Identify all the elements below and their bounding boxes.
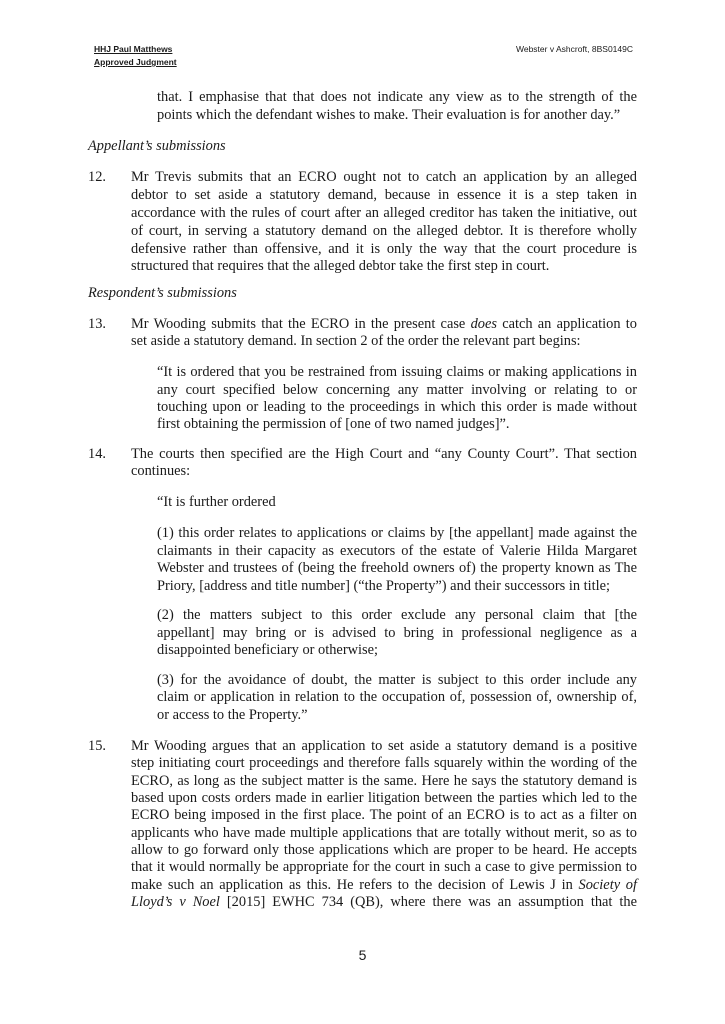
item3-line-1: (3) for the avoidance of doubt, the matter is subject to this order include any <box>157 672 637 688</box>
para15-line-2: step initiating court proceedings and therefore falls squarely within the wording of the <box>131 755 637 771</box>
item3-line-2: claim or application in relation to the occupation of, possession of, ownership of, <box>157 689 637 705</box>
item2-line-1: (2) the matters subject to this order exclude any personal claim that [the <box>157 607 637 623</box>
header-left <box>94 43 177 69</box>
para12-line-1: Mr Trevis submits that an ECRO ought not to catch an application by an alleged <box>131 169 637 185</box>
para15-line-6: applicants who have made multiple applications that are totally without merit, so as to <box>131 825 637 841</box>
para15-line-8: that it would normally be appropriate for the court in such a case to give permission to <box>131 859 637 875</box>
further-quote-opening: “It is further ordered <box>157 494 276 510</box>
case-reference: Webster v Ashcroft, 8BS0149C <box>515 44 633 54</box>
para13-line-1-end: catch an application to <box>496 316 637 332</box>
item2-line-2: appellant] may bring or is advised to bring in professional negligence as a <box>157 625 637 641</box>
item2-line-3: disappointed beneficiary or otherwise; <box>157 642 378 658</box>
para15-line-7: allow to go forward only those applications which are proper to be heard. He accepts <box>131 842 637 858</box>
para15-line-10-text: [2015] EWHC 734 (QB), where there was an assumption that the <box>219 894 637 910</box>
item1-line-2: claimants in their capacity as executors of the estate of Valerie Hilda Margaret <box>157 543 637 559</box>
para12-line-5: defensive rather than offensive, and it is only the way that the court procedure is <box>131 241 637 257</box>
para13-emphasis: does <box>470 316 497 332</box>
judgment-status: Approved Judgment <box>94 57 177 67</box>
para14-line-1: The courts then specified are the High Court and “any County Court”. That section <box>131 446 637 462</box>
para15-line-9 <box>131 877 637 895</box>
para15-line-1: Mr Wooding argues that an application to set aside a statutory demand is a positive <box>131 738 637 754</box>
para12-line-6: structured that requires that the alleged debtor take the first step in court. <box>131 258 550 274</box>
paragraph-number-13: 13. <box>88 316 106 332</box>
para15-line-4: based upon costs orders made in earlier litigation between the parties which led to the <box>131 790 637 806</box>
respondent-heading: Respondent’s submissions <box>88 285 237 301</box>
para13-line-1 <box>131 316 637 334</box>
item3-line-3: or access to the Property.” <box>157 707 308 723</box>
item1-line-3: Webster and trustees of (being the freehold owners of) the property known as The <box>157 560 637 576</box>
para15-line-10 <box>131 894 637 912</box>
order-quote-line-2: any court specified below concerning any matter involving or relating to or <box>157 382 637 398</box>
para13-line-2: set aside a statutory demand. In section 2 of the order the relevant part begins: <box>131 333 581 349</box>
order-quote-line-1: “It is ordered that you be restrained from issuing claims or making applications in <box>157 364 637 380</box>
judge-name: HHJ Paul Matthews <box>94 44 173 54</box>
para12-line-4: of court, in serving a statutory demand on the alleged debtor. It is therefore wholly <box>131 223 637 239</box>
order-quote-line-4: first obtaining the permission of [one of two named judges]”. <box>157 416 510 432</box>
case-citation-part-2: Lloyd’s v Noel <box>131 894 220 910</box>
page-number: 5 <box>358 947 367 963</box>
order-quote-line-3: touching upon or leading to the proceedings in which this order is made without <box>157 399 637 415</box>
para15-line-9-text: make such an application as this. He refers to the decision of Lewis J in <box>131 877 579 893</box>
para12-line-2: debtor to set aside a statutory demand, because in essence it is a step taken in <box>131 187 637 203</box>
paragraph-number-12: 12. <box>88 169 106 185</box>
quote-intro-line-1: that. I emphasise that that does not indicate any view as to the strength of the <box>157 89 637 105</box>
item1-line-4: Priory, [address and title number] (“the Property”) and their successors in title; <box>157 578 611 594</box>
paragraph-number-14: 14. <box>88 446 106 462</box>
item1-line-1: (1) this order relates to applications or claims by [the appellant] made against the <box>157 525 637 541</box>
para15-line-3: ECRO, as long as the subject matter is the same. Here he says the statutory demand is <box>131 773 637 789</box>
appellant-heading: Appellant’s submissions <box>88 138 226 154</box>
case-citation-part-1: Society of <box>578 877 637 893</box>
para14-line-2: continues: <box>131 463 191 479</box>
paragraph-number-15: 15. <box>88 738 106 754</box>
para13-line-1-start: Mr Wooding submits that the ECRO in the present case <box>131 316 471 332</box>
quote-intro-line-2: points which the defendant wishes to make. Their evaluation is for another day.” <box>157 107 621 123</box>
para15-line-5: ECRO being imposed in the first place. The point of an ECRO is to act as a filter on <box>131 807 637 823</box>
para12-line-3: accordance with the rules of court after an alleged creditor has taken the initiative, out <box>131 205 637 221</box>
